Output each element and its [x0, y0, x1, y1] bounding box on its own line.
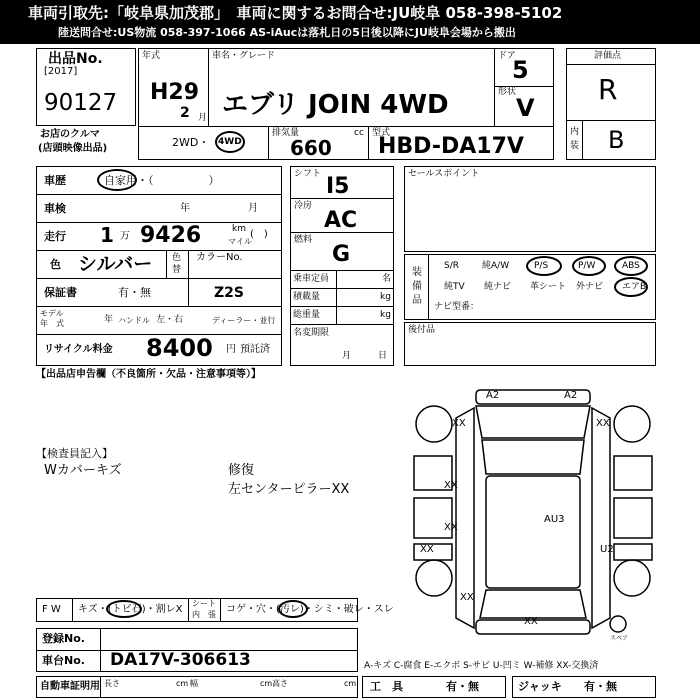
displacement-value: 660	[290, 136, 332, 160]
inspection-year-unit: 年	[180, 203, 190, 214]
damage-mark: AU3	[544, 514, 565, 525]
model-year-unit: 年	[104, 315, 114, 325]
color-no-label: カラーNo.	[196, 252, 243, 263]
equip-leather: 革シート	[530, 282, 567, 292]
equip-tv: 純TV	[444, 282, 465, 292]
inspector-note-3: 左センターピラーXX	[228, 482, 350, 497]
shift-label: シフト	[294, 169, 322, 179]
month-value: 2	[180, 105, 190, 121]
tools-options: 有・無	[446, 680, 479, 693]
retrofit-box	[404, 322, 656, 366]
load-label: 積載量	[293, 292, 321, 302]
recycle-note: 預託済	[240, 344, 270, 355]
seat-circle	[278, 600, 308, 618]
navi-model-label: ナビ型番：	[434, 302, 480, 312]
shape-value: V	[516, 94, 535, 122]
color-change-1: 色	[172, 253, 182, 263]
car-name-label: 車名・グレード	[212, 51, 276, 61]
spare-label: スペア	[610, 635, 629, 642]
rename-month: 月	[342, 351, 352, 361]
equip-sr: S/R	[444, 261, 459, 271]
car-name-value: エブリ JOIN 4WD	[222, 90, 449, 120]
lot-number: 90127	[44, 90, 118, 116]
seat-label-2: 内 張	[192, 610, 216, 619]
equip-airbag-circle	[614, 277, 648, 297]
model-year-label-1: モデル	[40, 309, 64, 318]
width-label: 幅	[190, 679, 198, 688]
cm-2: cm	[260, 679, 273, 688]
damage-mark: XX	[524, 616, 538, 627]
retrofit-label: 後付品	[408, 325, 436, 335]
tools-label: 工 具	[370, 680, 403, 693]
color-value: シルバー	[78, 253, 153, 275]
rename-day: 日	[378, 351, 388, 361]
interior-label-1: 内	[570, 127, 580, 137]
equip-navi: 純ナビ	[484, 282, 512, 292]
model-year-label-2: 年 式	[40, 319, 64, 328]
chassis-value: DA17V-306613	[110, 650, 251, 670]
equipment-label-2: 備	[412, 281, 422, 292]
jack-label: ジャッキ	[518, 680, 562, 693]
mile-unit: マイル	[228, 237, 252, 246]
handle-options: 左・右	[156, 315, 184, 325]
length-label: 長さ	[104, 679, 120, 688]
seats-label: 乗車定員	[293, 274, 330, 284]
damage-mark: XX	[452, 418, 466, 429]
equip-ext-navi: 外ナビ	[576, 282, 604, 292]
warranty-options: 有・無	[118, 286, 151, 299]
lot-year-tag: [2017]	[44, 66, 78, 77]
seats-unit: 名	[382, 274, 392, 284]
damage-mark: XX	[444, 480, 458, 491]
header-line-1: 車両引取先:「岐阜県加茂郡」 車両に関するお問合せ:JU岐阜 058-398-5102	[28, 4, 563, 22]
sales-point-label: セールスポイント	[408, 169, 480, 179]
damage-mark: XX	[444, 522, 458, 533]
shift-value: I5	[326, 174, 350, 199]
mileage-paren: ( )	[250, 229, 268, 240]
drive-circled: 4WD	[218, 137, 242, 147]
cooling-label: 冷房	[294, 201, 313, 211]
drive-value: 2WD・	[172, 136, 210, 149]
history-value: 自家用・（ ）	[104, 174, 220, 187]
history-circle	[97, 169, 137, 191]
equip-pw: P/W	[578, 261, 596, 271]
damage-mark: A2	[564, 390, 578, 401]
store-note-1: お店のクルマ	[40, 129, 100, 140]
dealer-label: ディーラー・並行	[212, 316, 276, 325]
mileage-prefix: 1	[100, 223, 114, 247]
equip-abs-circle	[614, 256, 648, 276]
shape-label: 形状	[498, 87, 517, 97]
damage-mark: XX	[420, 544, 434, 555]
fw-items: キズ・(トビ石)・割レX	[78, 604, 183, 615]
grade-score: R	[598, 73, 618, 106]
weight-label: 総重量	[293, 310, 321, 320]
recycle-value: 8400	[146, 334, 213, 362]
mileage-label: 走行	[44, 230, 66, 243]
warranty-label: 保証書	[44, 286, 77, 299]
cooling-value: AC	[324, 208, 358, 233]
damage-mark: A2	[486, 390, 500, 401]
seat-label-1: シート	[192, 599, 216, 608]
year-label: 年式	[142, 51, 161, 61]
inspector-label: 【検査員記入】	[36, 447, 113, 460]
interior-label-2: 装	[570, 141, 580, 151]
inspection-month-unit: 月	[248, 203, 258, 214]
chassis-label: 車台No.	[42, 654, 85, 667]
damage-legend: A-キズ C-腐食 E-エクボ S-サビ U-凹ミ W-補修 XX-交換済	[364, 661, 599, 671]
interior-grade: B	[608, 126, 625, 154]
equip-airbag: エアB	[622, 282, 647, 292]
fuel-value: G	[332, 242, 351, 267]
inspector-note-1: Wカバーキズ	[44, 463, 122, 478]
reg-label: 登録No.	[42, 632, 85, 645]
equip-abs: ABS	[622, 261, 640, 271]
cert-label: 自動車証明用	[40, 681, 100, 692]
seat-items: コゲ・穴・(汚レ)・シミ・破レ・スレ	[226, 604, 394, 615]
weight-unit: kg	[380, 310, 391, 320]
recycle-unit: 円	[226, 344, 236, 355]
damage-mark: XX	[460, 592, 474, 603]
km-unit: km	[232, 224, 246, 234]
fuel-label: 燃料	[294, 235, 313, 245]
model-label: 型式	[372, 128, 391, 138]
jack-options: 有・無	[584, 680, 617, 693]
man-unit: 万	[120, 231, 130, 242]
lot-number-label: 出品No.	[48, 51, 103, 67]
month-unit: 月	[198, 113, 208, 123]
declaration-label: 【出品店申告欄（不良箇所・欠品・注意事項等）】	[36, 369, 261, 380]
rename-label: 名変期限	[293, 328, 330, 338]
history-label: 車歴	[44, 174, 66, 187]
grade-label: 評価点	[594, 51, 622, 61]
height-label: 高さ	[272, 679, 288, 688]
fw-circle	[106, 600, 142, 618]
store-note-2: (店頭映像出品)	[38, 143, 108, 154]
displacement-label: 排気量	[272, 128, 300, 138]
recycle-label: リサイクル料金	[44, 344, 113, 355]
handle-label: ハンドル	[118, 316, 150, 325]
cm-3: cm	[344, 679, 357, 688]
equip-ps: P/S	[534, 261, 549, 271]
cc-unit: cc	[354, 128, 364, 138]
damage-mark: XX	[596, 418, 610, 429]
load-unit: kg	[380, 292, 391, 302]
model-value: HBD-DA17V	[378, 134, 524, 159]
damage-mark: U2	[600, 544, 614, 555]
mileage-value: 9426	[140, 223, 202, 248]
color-no-value: Z2S	[214, 285, 244, 301]
color-label: 色	[50, 258, 61, 271]
equip-aw: 純A/W	[482, 261, 510, 271]
equip-pw-circle	[572, 256, 606, 276]
header-line-2: 陸送問合せ:US物流 058-397-1066 AS-iAucは落札日の5日後以降にJU岐阜会場から搬出	[58, 26, 516, 39]
cm-1: cm	[176, 679, 189, 688]
doors-label: ドア	[498, 51, 516, 61]
inspection-label: 車検	[44, 202, 66, 215]
doors-value: 5	[512, 56, 529, 84]
color-change-2: 替	[172, 265, 182, 275]
equip-ps-circle	[526, 256, 562, 276]
fw-label: F W	[42, 604, 61, 615]
equipment-label-3: 品	[412, 295, 422, 306]
year-value: H29	[150, 80, 200, 105]
equipment-label-1: 装	[412, 267, 422, 278]
inspector-note-2: 修復	[228, 463, 255, 478]
car-damage-diagram	[404, 378, 662, 650]
